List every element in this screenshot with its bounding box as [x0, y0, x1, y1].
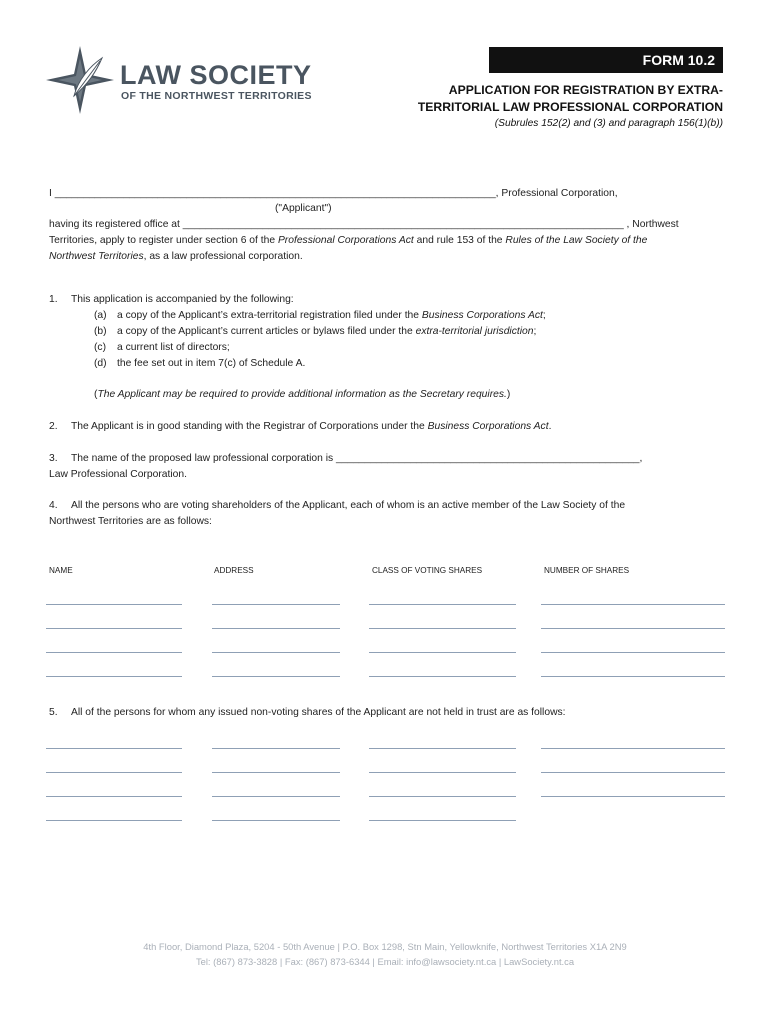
logo-subtitle: OF THE NORTHWEST TERRITORIES [121, 90, 312, 102]
item4-text: All the persons who are voting shareholders of the Applicant, each of whom is an active member of the Law Society of the [71, 500, 626, 511]
address-field[interactable] [212, 748, 340, 749]
column-header-address: ADDRESS [214, 566, 254, 575]
item1b-label: (b) [94, 326, 107, 337]
act-name: Professional Corporations Act [277, 235, 414, 246]
logo-title: LAW SOCIETY [120, 60, 312, 90]
name-field[interactable] [46, 676, 182, 677]
address-field[interactable] [212, 652, 340, 653]
name-field[interactable] [46, 820, 182, 821]
name-field[interactable] [46, 748, 182, 749]
item4-number: 4. [49, 500, 58, 511]
item5-number: 5. [49, 707, 58, 718]
class-field[interactable] [369, 604, 516, 605]
footer-contact: Tel: (867) 873-3828 | Fax: (867) 873-6344 | Email: info@lawsociety.nt.ca | LawSociety.nt.ca [195, 956, 575, 967]
form-title-line2: TERRITORIAL LAW PROFESSIONAL CORPORATION [417, 100, 723, 114]
class-field[interactable] [369, 748, 516, 749]
intro-line2: having its registered office at _____________________________________________________________________________ , Northwest [49, 219, 679, 230]
item1-text: This application is accompanied by the following: [71, 294, 294, 305]
item5-text: All of the persons for whom any issued non-voting shares of the Applicant are not held in trust are as follows: [71, 707, 566, 718]
item1b-text [117, 325, 536, 339]
intro-line1: I _____________________________________________________________________________, Professional Corporation, [49, 188, 618, 199]
item3-text: The name of the proposed law professional corporation is _____________________________________________________, [71, 453, 643, 464]
item1b-body: a copy of the Applicant’s current articles or bylaws filed under the [117, 326, 416, 337]
note-open: ( [94, 389, 98, 400]
address-field[interactable] [212, 676, 340, 677]
shares-field[interactable] [541, 748, 725, 749]
class-field[interactable] [369, 628, 516, 629]
shares-field[interactable] [541, 772, 725, 773]
class-field[interactable] [369, 796, 516, 797]
item1b-juris: extra-territorial jurisdiction [415, 326, 534, 337]
class-field[interactable] [369, 820, 516, 821]
item1-note [94, 388, 510, 402]
item3-number: 3. [49, 453, 58, 464]
footer-address: 4th Floor, Diamond Plaza, 5204 - 50th Avenue | P.O. Box 1298, Stn Main, Yellowknife, Northwest Territories X1A 2N9 [143, 941, 627, 952]
name-field[interactable] [46, 772, 182, 773]
class-field[interactable] [369, 772, 516, 773]
intro-line3-b: and rule 153 of the [413, 235, 506, 246]
item2-end: . [548, 421, 552, 432]
item2-body: The Applicant is in good standing with the Registrar of Corporations under the [71, 421, 428, 432]
item1a-end: ; [542, 310, 546, 321]
item1a-label: (a) [94, 310, 107, 321]
note-close: ) [506, 389, 511, 400]
item1c-text: a current list of directors; [117, 342, 230, 353]
form-subtitle: (Subrules 152(2) and (3) and paragraph 156(1)(b)) [494, 118, 723, 129]
class-field[interactable] [369, 652, 516, 653]
item2-number: 2. [49, 421, 58, 432]
note-text: The Applicant may be required to provide additional information as the Secretary requires. [97, 389, 507, 400]
class-field[interactable] [369, 676, 516, 677]
item1c-label: (c) [94, 342, 107, 353]
shares-field[interactable] [541, 676, 725, 677]
shares-field[interactable] [541, 796, 725, 797]
intro-line3 [49, 234, 647, 248]
address-field[interactable] [212, 820, 340, 821]
name-field[interactable] [46, 652, 182, 653]
name-field[interactable] [46, 796, 182, 797]
shares-field[interactable] [541, 628, 725, 629]
item1-number: 1. [49, 294, 58, 305]
form-number-badge: FORM 10.2 [489, 47, 723, 73]
item1a-act: Business Corporations Act [421, 310, 543, 321]
item2-act: Business Corporations Act [427, 421, 549, 432]
item3-line2: Law Professional Corporation. [49, 469, 187, 480]
item1b-end: ; [533, 326, 537, 337]
column-header-name: NAME [49, 566, 73, 575]
compass-logo-icon [44, 44, 116, 116]
address-field[interactable] [212, 796, 340, 797]
item1a-text [117, 309, 546, 323]
applicant-label: ("Applicant") [275, 203, 332, 214]
name-field[interactable] [46, 628, 182, 629]
shares-field[interactable] [541, 652, 725, 653]
rules-name: Rules of the Law Society of the [505, 235, 648, 246]
intro-line4 [49, 250, 303, 264]
intro-line4-b: , as a law professional corporation. [143, 251, 303, 262]
address-field[interactable] [212, 628, 340, 629]
item1d-text: the fee set out in item 7(c) of Schedule A. [117, 358, 306, 369]
name-field[interactable] [46, 604, 182, 605]
item1a-body: a copy of the Applicant’s extra-territorial registration filed under the [117, 310, 422, 321]
item4-line2: Northwest Territories are as follows: [49, 516, 212, 527]
item1d-label: (d) [94, 358, 107, 369]
shares-field[interactable] [541, 604, 725, 605]
column-header-class: CLASS OF VOTING SHARES [372, 566, 483, 575]
address-field[interactable] [212, 772, 340, 773]
rules-name-cont: Northwest Territories [49, 251, 144, 262]
intro-line3-a: Territories, apply to register under section 6 of the [49, 235, 278, 246]
address-field[interactable] [212, 604, 340, 605]
item2-text [71, 420, 551, 434]
form-title-line1: APPLICATION FOR REGISTRATION BY EXTRA- [448, 83, 723, 97]
column-header-number: NUMBER OF SHARES [544, 566, 630, 575]
